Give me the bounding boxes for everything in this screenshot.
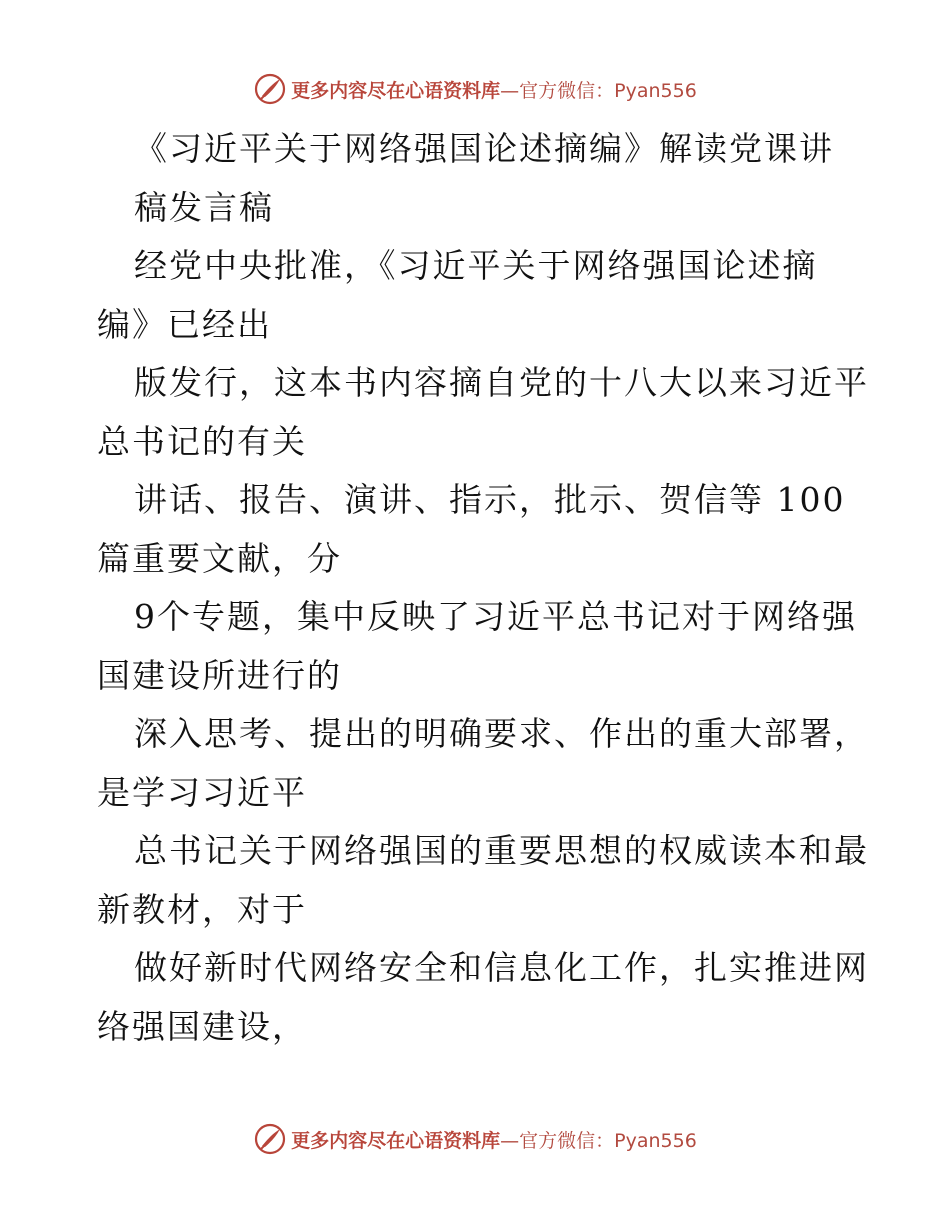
quill-seal-icon	[253, 72, 287, 106]
watermark-text	[291, 1126, 697, 1153]
text-line: 稿发言稿	[134, 187, 274, 227]
text-line: 新教材，对于	[97, 889, 307, 929]
quill-seal-icon	[253, 1122, 287, 1156]
text-line: 《习近平关于网络强国论述摘编》解读党课讲	[134, 129, 834, 168]
watermark-contact: 官方微信：Pyan556	[519, 79, 697, 102]
text-line: 络强国建设，	[97, 1006, 307, 1046]
text-line: 国建设所进行的	[97, 655, 342, 695]
document-body	[97, 120, 877, 1056]
watermark-text	[291, 76, 697, 103]
text-line: 是学习习近平	[97, 772, 307, 812]
watermark-brand: 更多内容尽在心语资料库	[291, 79, 501, 102]
watermark-separator: —	[500, 1129, 520, 1152]
watermark-brand: 更多内容尽在心语资料库	[291, 1129, 501, 1152]
text-line: 篇重要文献，分	[97, 538, 342, 578]
text-line: 做好新时代网络安全和信息化工作，扎实推进网	[134, 948, 869, 987]
text-line: 总书记关于网络强国的重要思想的权威读本和最	[134, 831, 869, 870]
text-line: 编》已经出	[97, 304, 272, 344]
text-line: 9个专题，集中反映了习近平总书记对于网络强	[134, 597, 857, 636]
text-line: 经党中央批准，《习近平关于网络强国论述摘	[134, 246, 818, 285]
watermark-separator: —	[500, 79, 520, 102]
text-line: 版发行，这本书内容摘自党的十八大以来习近平	[134, 363, 869, 402]
footer-watermark	[0, 1122, 950, 1156]
watermark-contact: 官方微信：Pyan556	[519, 1129, 697, 1152]
text-line: 讲话、报告、演讲、指示，批示、贺信等 100	[134, 480, 846, 519]
header-watermark	[0, 72, 950, 106]
text-line: 深入思考、提出的明确要求、作出的重大部署，	[134, 714, 869, 753]
text-line: 总书记的有关	[97, 421, 307, 461]
